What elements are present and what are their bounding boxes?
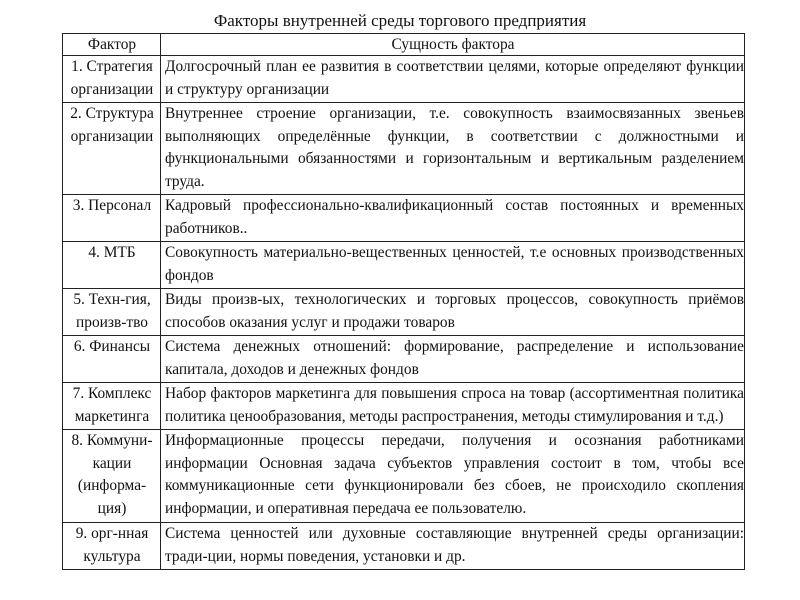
factor-cell: 4. МТБ bbox=[63, 242, 161, 289]
factors-table bbox=[62, 33, 745, 570]
header-essence: Сущность фактора bbox=[161, 34, 745, 56]
factor-cell: 7. Комплекс маркетинга bbox=[63, 383, 161, 430]
page-title: Факторы внутренней среды торгового предприятия bbox=[213, 11, 587, 30]
table-row bbox=[63, 103, 745, 195]
factor-cell: 6. Финансы bbox=[63, 336, 161, 383]
table-row bbox=[63, 289, 745, 336]
essence-cell: Кадровый профессионально-квалификационный состав постоянных и временных работников.. bbox=[161, 195, 745, 242]
essence-cell: Информационные процессы передачи, получения и осознания работниками информации Основная задача субъектов управления состоит в том, чтобы все коммуникационные сети функционировали без сбоев, не происходило скопления информации, и оперативная передача ее пользователю. bbox=[161, 430, 745, 523]
table-row bbox=[63, 336, 745, 383]
factor-cell: 8. Коммуни-кации (информа-ция) bbox=[63, 430, 161, 523]
essence-cell: Виды произв-ых, технологических и торговых процессов, совокупность приёмов способов оказания услуг и продажи товаров bbox=[161, 289, 745, 336]
table-row bbox=[63, 56, 745, 103]
factor-cell: 3. Персонал bbox=[63, 195, 161, 242]
table-row bbox=[63, 523, 745, 570]
essence-cell: Система денежных отношений: формирование, распределение и использование капитала, доходов и денежных фондов bbox=[161, 336, 745, 383]
essence-cell: Система ценностей или духовные составляющие внутренней среды организации: тради-ции, нормы поведения, установки и др. bbox=[161, 523, 745, 570]
table-row bbox=[63, 383, 745, 430]
factor-cell: 1. Стратегия организации bbox=[63, 56, 161, 103]
essence-cell: Набор факторов маркетинга для повышения спроса на товар (ассортиментная политика политика ценообразования, методы распространения, методы стимулирования и т.д.) bbox=[161, 383, 745, 430]
table-row bbox=[63, 195, 745, 242]
essence-cell: Внутреннее строение организации, т.е. совокупность взаимосвязанных звеньев выполняющих определённые функции, в соответствии с должностными и функциональными обязанностями и горизонтальным и вертикальным разделением труда. bbox=[161, 103, 745, 195]
table-header-row bbox=[63, 34, 745, 56]
table-row bbox=[63, 430, 745, 523]
essence-cell: Совокупность материально-вещественных ценностей, т.е основных производственных фондов bbox=[161, 242, 745, 289]
table-row bbox=[63, 242, 745, 289]
header-factor: Фактор bbox=[63, 34, 161, 56]
factor-cell: 2. Структура организации bbox=[63, 103, 161, 195]
factor-cell: 5. Техн-гия, произв-тво bbox=[63, 289, 161, 336]
essence-cell: Долгосрочный план ее развития в соответствии целями, которые определяют функции и структуру организации bbox=[161, 56, 745, 103]
factor-cell: 9. орг-нная культура bbox=[63, 523, 161, 570]
